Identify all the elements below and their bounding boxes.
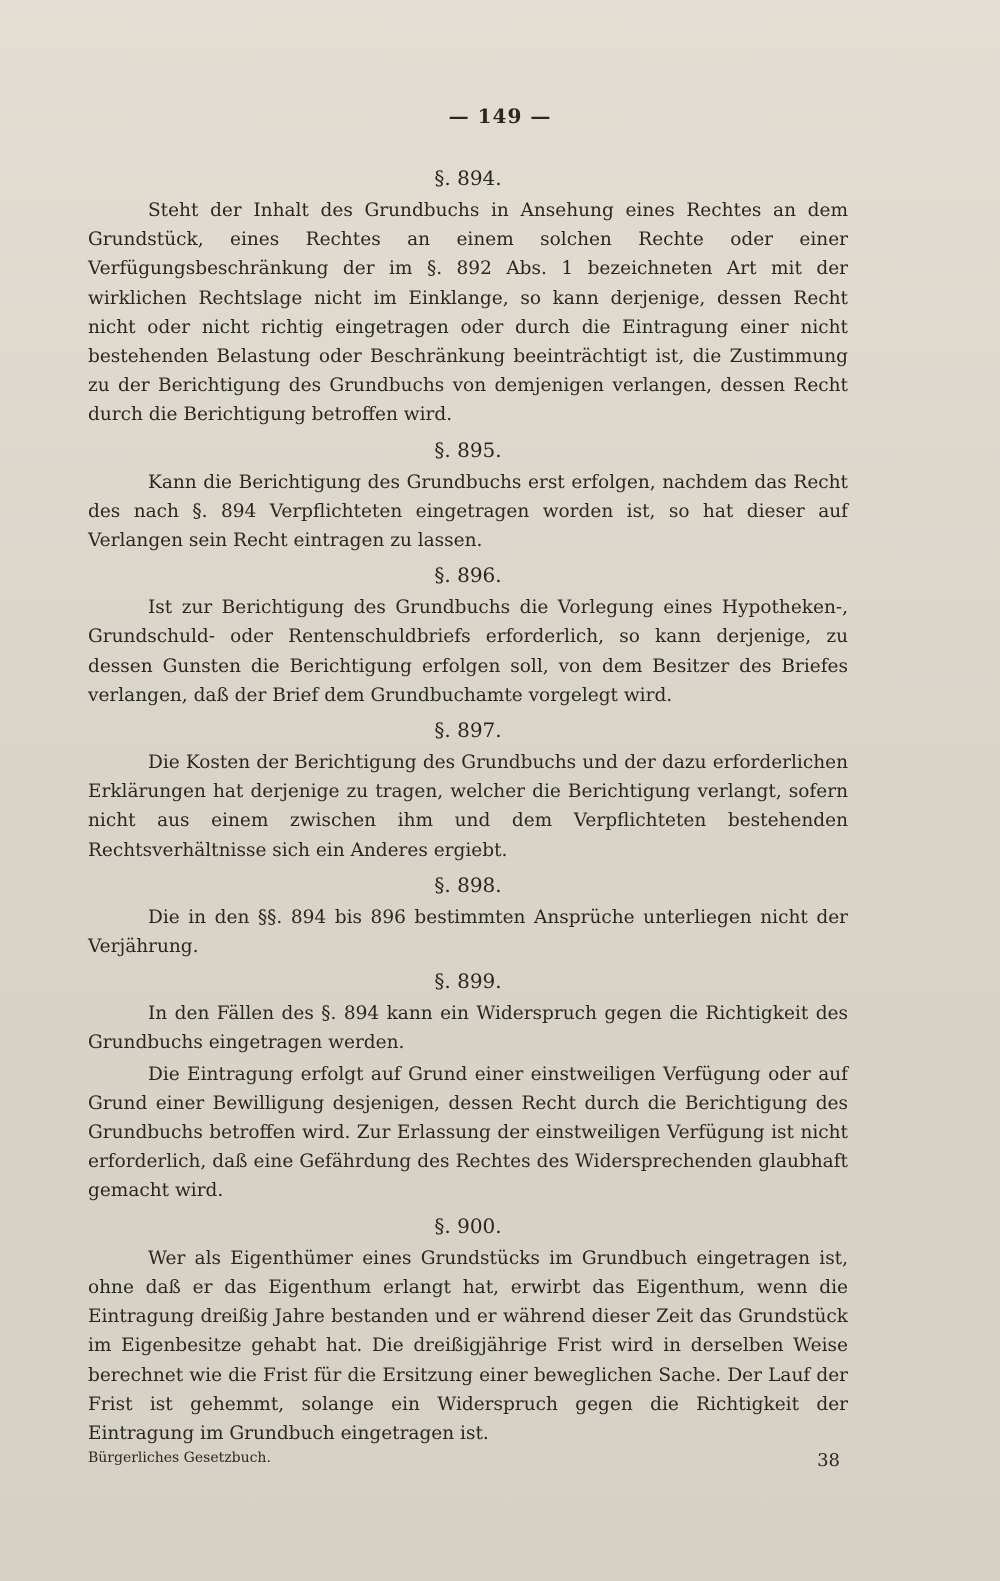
book-title: Bürgerliches Gesetzbuch. <box>88 1450 271 1466</box>
paragraph: Die Eintragung erfolgt auf Grund einer einstweiligen Verfügung oder auf Grund einer Bewilligung desjenigen, dessen Recht durch die Berichtigung des Grundbuchs betroffen wird. Zur Erlassung der einstweiligen Verfügung ist nicht erforderlich, daß eine Gefährdung des Rechtes des Widersprechenden glaubhaft gemacht wird. <box>88 1063 848 1202</box>
paragraph: Ist zur Berichtigung des Grundbuchs die Vorlegung eines Hypotheken-, Grundschuld- oder Rentenschuldbriefs erforderlich, so kann derjenige, zu dessen Gunsten die Berichtigung erfolgen soll, von dem Besitzer des Briefes verlangen, daß der Brief dem Grundbuchamte vorgelegt wird. <box>88 597 848 706</box>
paragraph: Kann die Berichtigung des Grundbuchs erst erfolgen, nachdem das Recht des nach §. 894 Verpflichteten eingetragen worden ist, so hat dieser auf Verlangen sein Recht eintragen zu lassen. <box>88 471 848 552</box>
page-number: — 149 — <box>448 104 552 128</box>
section-894 <box>88 166 848 430</box>
section-title: §. 895. <box>434 437 502 462</box>
page-footer <box>88 1450 848 1471</box>
section-895 <box>88 438 848 556</box>
section-898 <box>88 873 848 961</box>
paragraph: Die in den §§. 894 bis 896 bestimmten Ansprüche unterliegen nicht der Verjährung. <box>88 906 848 958</box>
paragraph: Steht der Inhalt des Grundbuchs in Ansehung eines Rechtes an dem Grundstück, eines Rechtes an einem solchen Rechte oder einer Verfügungsbeschränkung der im §. 892 Abs. 1 bezeichneten Art mit der wirklichen Rechtslage nicht im Einklange, so kann derjenige, dessen Recht nicht oder nicht richtig eingetragen oder durch die Eintragung einer nicht bestehenden Belastung oder Beschränkung beeinträchtigt ist, die Zustimmung zu der Berichtigung des Grundbuchs von demjenigen verlangen, dessen Recht durch die Berichtigung betroffen wird. <box>88 200 848 426</box>
section-title: §. 898. <box>434 872 502 897</box>
section-title: §. 900. <box>434 1213 502 1238</box>
paragraph: Wer als Eigenthümer eines Grundstücks im Grundbuch eingetragen ist, ohne daß er das Eigenthum erlangt hat, erwirbt das Eigenthum, wenn die Eintragung dreißig Jahre bestanden und er während dieser Zeit das Grundstück im Eigenbesitze gehabt hat. Die dreißigjährige Frist wird in derselben Weise berechnet wie die Frist für die Ersitzung einer beweglichen Sache. Der Lauf der Frist ist gehemmt, solange ein Widerspruch gegen die Richtigkeit der Eintragung im Grundbuch eingetragen ist. <box>88 1247 848 1444</box>
section-title: §. 894. <box>434 166 502 190</box>
section-title: §. 899. <box>434 969 502 994</box>
paragraph: In den Fällen des §. 894 kann ein Widerspruch gegen die Richtigkeit des Grundbuchs eingetragen werden. <box>88 1003 848 1054</box>
section-896 <box>88 563 848 710</box>
page-content <box>88 160 848 1456</box>
section-title: §. 897. <box>434 718 502 743</box>
section-897 <box>88 718 848 865</box>
section-899 <box>88 969 848 1205</box>
section-title: §. 896. <box>434 563 502 588</box>
signature-number: 38 <box>817 1450 840 1471</box>
section-900 <box>88 1214 848 1448</box>
paragraph: Die Kosten der Berichtigung des Grundbuchs und der dazu erforderlichen Erklärungen hat derjenige zu tragen, welcher die Berichtigung verlangt, sofern nicht aus einem zwischen ihm und dem Verpflichteten bestehenden Rechtsverhältnisse sich ein Anderes ergiebt. <box>88 752 848 861</box>
